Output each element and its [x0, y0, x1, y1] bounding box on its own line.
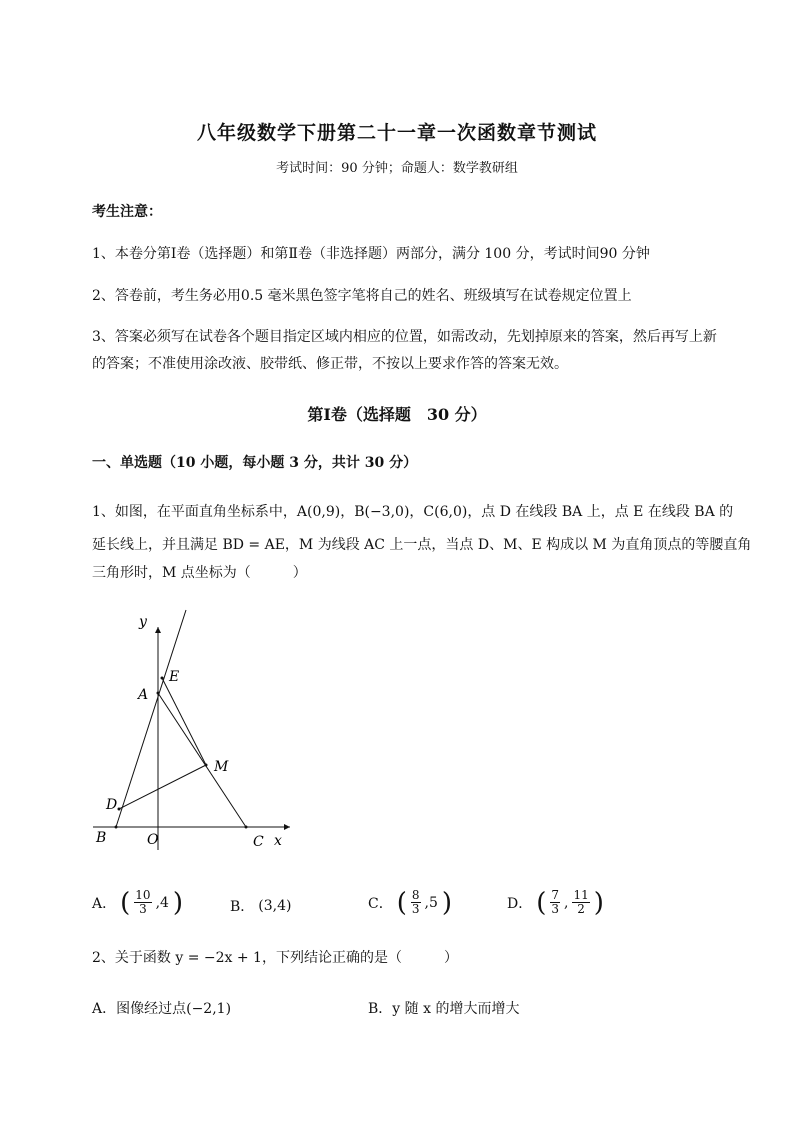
fraction: $\frac{11}{2}$ — [573, 888, 589, 916]
label-M: M — [214, 759, 229, 775]
line-BA-extended — [116, 610, 186, 827]
fraction: $\frac{7}{3}$ — [551, 888, 560, 916]
label-y: y — [139, 614, 147, 630]
fraction: $\frac{8}{3}$ — [411, 888, 420, 916]
label-x: x — [274, 833, 282, 849]
note-item-3-cont: 的答案；不准使用涂改液、胶带纸、修正带，不按以上要求作答的答案无效。 — [92, 356, 568, 372]
label-B: B — [96, 830, 107, 846]
q1-option-d[interactable]: D． ( $\frac{7}{3}$ , $\frac{11}{2}$ ) — [507, 887, 604, 918]
note-item-1: 1、本卷分第Ⅰ卷（选择题）和第Ⅱ卷（非选择题）两部分，满分 100 分，考试时间90 分钟 — [92, 246, 650, 262]
label-O: O — [147, 832, 159, 848]
q1-stem-line-2: 延长线上，并且满足 BD = AE，M 为线段 AC 上一点，当点 D、M、E 构成以 M 为直角顶点的等腰直角 — [92, 537, 752, 553]
label-C: C — [253, 834, 264, 850]
q1-option-a[interactable]: A． ( $\frac{10}{3}$ ,4 ) — [92, 887, 184, 918]
note-item-2: 2、答卷前，考生务必用0.5 毫米黑色签字笔将自己的姓名、班级填写在试卷规定位置上 — [92, 288, 632, 304]
x-axis-arrow — [284, 824, 290, 830]
fraction: $\frac{10}{3}$ — [135, 888, 151, 916]
page-title: 八年级数学下册第二十一章一次函数章节测试 — [196, 122, 597, 144]
segment-AC — [158, 693, 246, 827]
note-item-3: 3、答案必须写在试卷各个题目指定区域内相应的位置，如需改动，先划掉原来的答案，然后再写上新 — [92, 329, 717, 345]
label-E: E — [169, 669, 180, 685]
segment-DM — [119, 765, 206, 809]
q1-option-b[interactable]: B． (3,4) — [230, 898, 292, 915]
q1-option-c[interactable]: C． ( $\frac{8}{3}$ ,5 ) — [368, 887, 453, 918]
q2-option-a[interactable]: A．图像经过点(−2,1) — [92, 1001, 232, 1017]
label-A: A — [138, 687, 149, 703]
y-axis-arrow — [155, 627, 161, 633]
part-heading: 一、单选题（10 小题，每小题 3 分，共计 30 分） — [92, 455, 418, 471]
segment-EM — [162, 678, 206, 765]
q2-option-b[interactable]: B．y 随 x 的增大而增大 — [368, 1001, 520, 1017]
exam-info: 考试时间：90 分钟；命题人：数学教研组 — [276, 161, 518, 176]
notes-heading: 考生注意： — [92, 204, 162, 220]
section-title: 第Ⅰ卷（选择题 30 分） — [307, 405, 487, 424]
q1-figure — [85, 605, 305, 855]
q1-stem-line-3: 三角形时，M 点坐标为（ ） — [92, 565, 307, 581]
q1-stem-line-1: 1、如图，在平面直角坐标系中，A(0,9)，B(−3,0)，C(6,0)，点 D 在线段 BA 上，点 E 在线段 BA 的 — [92, 504, 734, 520]
q2-stem: 2、关于函数 y = −2x + 1，下列结论正确的是（ ） — [92, 950, 458, 966]
label-D: D — [106, 797, 118, 813]
